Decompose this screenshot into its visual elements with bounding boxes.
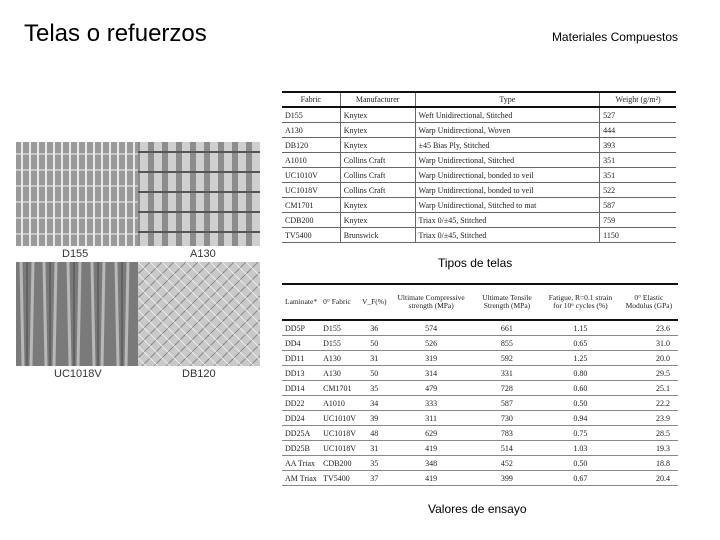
table-cell: D155 [282,107,340,123]
table-cell: CDB200 [282,213,340,228]
table-row [282,411,678,426]
column-header: Fabric [282,92,340,107]
db120-weave-image [138,262,260,366]
caption-fabric-types: Tipos de telas [438,256,513,270]
table-cell: DB120 [282,138,340,153]
table-cell: 348 [390,456,473,471]
fabric-swatch-a130 [138,142,260,246]
table-row [282,123,676,138]
table-cell: 19.3 [620,441,678,456]
table-header-row [282,284,678,320]
table-cell: 587 [473,396,541,411]
table-cell: 629 [390,426,473,441]
caption-test-values: Valores de ensayo [428,502,527,516]
table-cell: Weft Unidirectional, Stitched [415,107,600,123]
table-row [282,107,676,123]
table-cell: 0.80 [541,366,620,381]
table-cell: 319 [390,351,473,366]
course-name: Materiales Compuestos [551,30,678,44]
table-cell: Warp Unidirectional, Stitched to mat [415,198,600,213]
table-cell: DD25B [282,441,320,456]
table-cell: A130 [320,351,359,366]
table-row [282,198,676,213]
table-cell: Knytex [340,213,415,228]
table-cell: 31 [359,441,390,456]
table-cell: 36 [359,320,390,336]
table-row [282,426,678,441]
table-cell: Collins Craft [340,168,415,183]
table-cell: 444 [600,123,676,138]
table-cell: TV5400 [282,228,340,243]
d155-weave-image [16,142,138,246]
table-cell: UC1018V [320,426,359,441]
table-row [282,320,678,336]
column-header: Fatigue, R=0.1 strain for 10⁶ cycles (%) [541,284,620,320]
table-cell: Collins Craft [340,153,415,168]
table-cell: 728 [473,381,541,396]
table-cell: 23.9 [620,411,678,426]
table-cell: Collins Craft [340,183,415,198]
table-row [282,381,678,396]
fabric-types-table [282,91,676,243]
table-cell: Knytex [340,107,415,123]
table-cell: 527 [600,107,676,123]
column-header: Laminate* [282,284,320,320]
table-cell: 479 [390,381,473,396]
fabric-swatch-uc1018v [16,262,138,366]
table-cell: 25.1 [620,381,678,396]
table-cell: 855 [473,336,541,351]
column-header: Weight (g/m²) [600,92,676,107]
table-cell: Warp Unidirectional, Stitched [415,153,600,168]
table-cell: 22.2 [620,396,678,411]
table-row [282,456,678,471]
table-cell: DD24 [282,411,320,426]
table-cell: 351 [600,153,676,168]
table-cell: 1.25 [541,351,620,366]
swatch-label-db120: DB120 [182,368,216,380]
table-cell: 783 [473,426,541,441]
table-cell: 592 [473,351,541,366]
table-cell: Triax 0/±45, Stitched [415,213,600,228]
table-cell: 23.6 [620,320,678,336]
table-cell: A1010 [282,153,340,168]
table-cell: 31.0 [620,336,678,351]
table-cell: 331 [473,366,541,381]
table-cell: 314 [390,366,473,381]
table-row [282,336,678,351]
table-cell: UC1010V [282,168,340,183]
table-cell: 759 [600,213,676,228]
table-cell: 48 [359,426,390,441]
table-cell: AA Triax [282,456,320,471]
table-cell: 0.75 [541,426,620,441]
column-header: Ultimate Tensile Strength (MPa) [473,284,541,320]
table-cell: Triax 0/±45, Stitched [415,228,600,243]
table-cell: 18.8 [620,456,678,471]
test-values-table [282,283,678,486]
uc1018v-weave-image [16,262,138,366]
table-cell: 0.60 [541,381,620,396]
table-cell: 1150 [600,228,676,243]
table-cell: 661 [473,320,541,336]
table-cell: 333 [390,396,473,411]
table-cell: 526 [390,336,473,351]
table-cell: DD4 [282,336,320,351]
fabric-swatch-d155 [16,142,138,246]
table-cell: A130 [320,366,359,381]
table-cell: 419 [390,441,473,456]
table-cell: ±45 Bias Ply, Stitched [415,138,600,153]
table-cell: 28.5 [620,426,678,441]
column-header: V_F(%) [359,284,390,320]
table-cell: 50 [359,336,390,351]
table-cell: 399 [473,471,541,486]
table-row [282,471,678,486]
table-cell: DD11 [282,351,320,366]
a130-weave-image [138,142,260,246]
table-row [282,138,676,153]
table-cell: 31 [359,351,390,366]
table-cell: UC1010V [320,411,359,426]
table-cell: 311 [390,411,473,426]
table-cell: 1.15 [541,320,620,336]
table-cell: CM1701 [282,198,340,213]
table-cell: 0.50 [541,456,620,471]
table-cell: DD22 [282,396,320,411]
table-cell: 452 [473,456,541,471]
table-cell: Warp Unidirectional, Woven [415,123,600,138]
table-cell: 730 [473,411,541,426]
table-cell: 0.94 [541,411,620,426]
swatch-label-a130: A130 [190,248,216,260]
fabric-swatch-db120 [138,262,260,366]
column-header: 0° Elastic Modulus (GPa) [620,284,678,320]
table-cell: 37 [359,471,390,486]
column-header: Type [415,92,600,107]
table-cell: 20.4 [620,471,678,486]
table-cell: 50 [359,366,390,381]
table-cell: UC1018V [320,441,359,456]
table-cell: DD5P [282,320,320,336]
table-row [282,168,676,183]
column-header: Ultimate Compressive strength (MPa) [390,284,473,320]
table-cell: 522 [600,183,676,198]
table-cell: 1.03 [541,441,620,456]
table-cell: 587 [600,198,676,213]
table-row [282,228,676,243]
table-cell: DD25A [282,426,320,441]
table-cell: A130 [282,123,340,138]
swatch-label-d155: D155 [62,248,89,260]
table-cell: UC1018V [282,183,340,198]
table-cell: Knytex [340,198,415,213]
slide-title: Telas o refuerzos [24,20,207,47]
table-cell: Knytex [340,123,415,138]
table-cell: 0.67 [541,471,620,486]
table-row [282,153,676,168]
table-cell: 0.50 [541,396,620,411]
table-row [282,366,678,381]
table-cell: 29.5 [620,366,678,381]
table-row [282,213,676,228]
table-cell: DD13 [282,366,320,381]
table-row [282,396,678,411]
table-row [282,183,676,198]
swatch-label-uc1018v: UC1018V [54,368,102,380]
table-cell: 34 [359,396,390,411]
table-cell: CDB200 [320,456,359,471]
table-cell: 393 [600,138,676,153]
column-header: 0° Fabric [320,284,359,320]
table-cell: 20.0 [620,351,678,366]
table-cell: AM Triax [282,471,320,486]
table-row [282,351,678,366]
table-cell: 0.65 [541,336,620,351]
table-cell: 351 [600,168,676,183]
table-cell: DD14 [282,381,320,396]
table-cell: Warp Unidirectional, bonded to veil [415,183,600,198]
table-cell: 35 [359,456,390,471]
table-cell: TV5400 [320,471,359,486]
table-cell: 574 [390,320,473,336]
table-row [282,441,678,456]
table-cell: CM1701 [320,381,359,396]
table-cell: Brunswick [340,228,415,243]
table-cell: 39 [359,411,390,426]
table-cell: 35 [359,381,390,396]
table-cell: Warp Unidirectional, bonded to veil [415,168,600,183]
table-cell: D155 [320,320,359,336]
table-cell: 419 [390,471,473,486]
column-header: Manufacturer [340,92,415,107]
table-header-row [282,92,676,107]
table-cell: Knytex [340,138,415,153]
table-cell: 514 [473,441,541,456]
table-cell: D155 [320,336,359,351]
table-cell: A1010 [320,396,359,411]
